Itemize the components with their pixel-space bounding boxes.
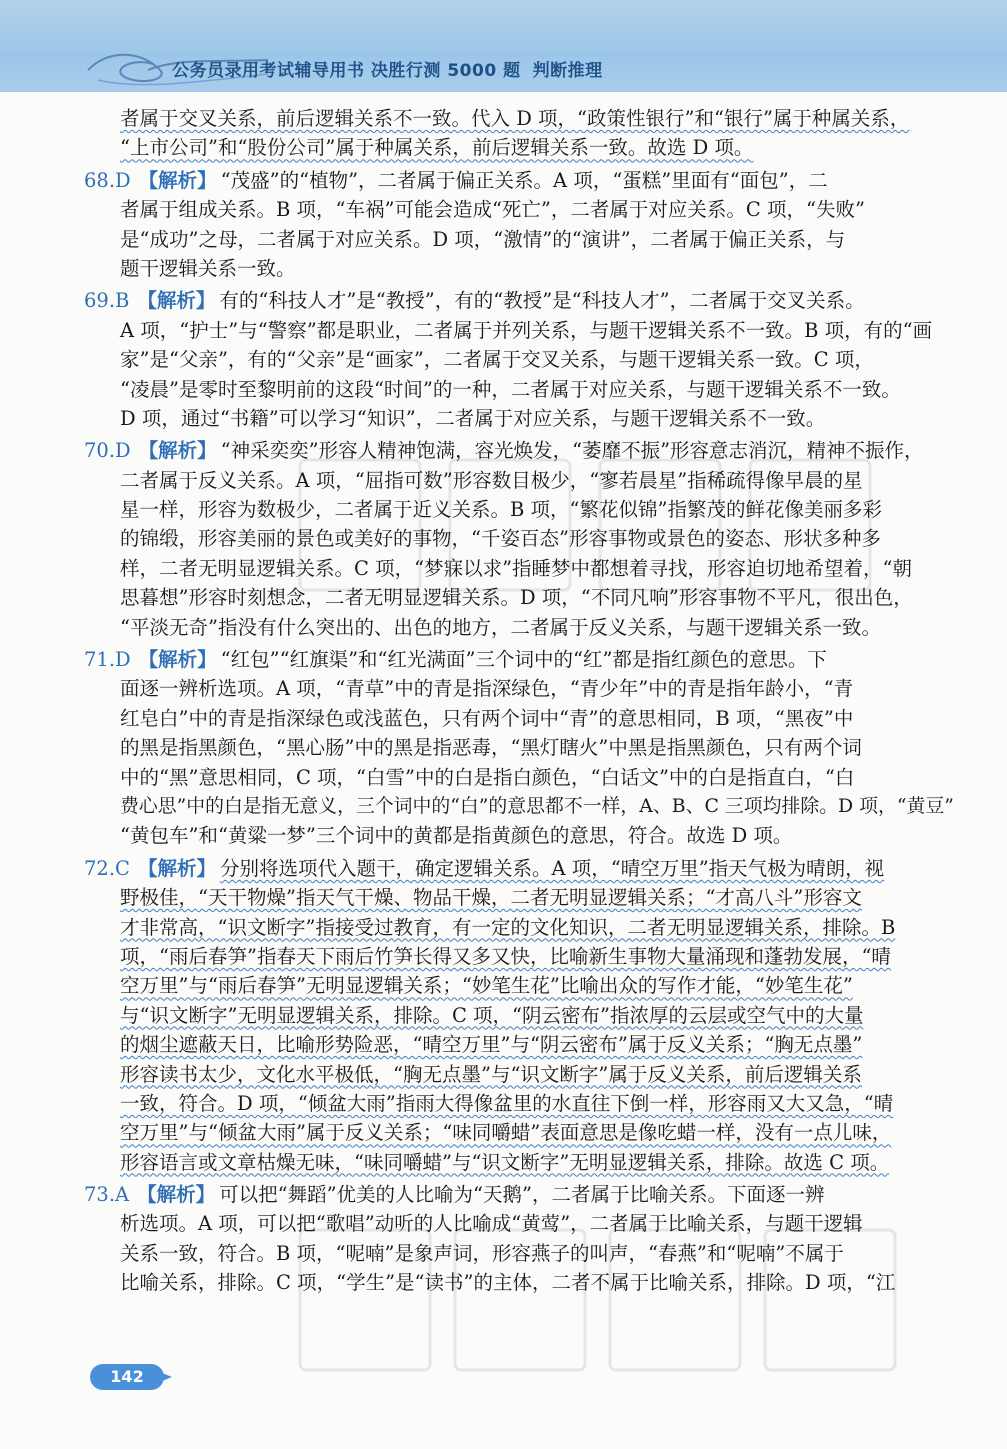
analysis-tag: 【解析】 — [138, 439, 217, 463]
text-line: “凌晨”是零时至黎明前的这段“时间”的一种，二者属于对应关系，与题干逻辑关系不一致。 — [120, 377, 901, 401]
book-title: 公务员录用考试辅导用书 决胜行测 5000 题 — [172, 61, 521, 81]
analysis-tag: 【解析】 — [137, 856, 216, 880]
text-line: 题干逻辑关系一致。 — [120, 256, 296, 280]
text-line: 野极佳，“天干物燥”指天气干燥、物品干燥，二者无明显逻辑关系；“才高八斗”形容文 — [120, 886, 862, 910]
text-line: “上市公司”和“股份公司”属于种属关系，前后逻辑关系一致。故选 D 项。 — [120, 136, 754, 160]
header-title — [172, 56, 603, 81]
text-line: 比喻关系，排除。C 项，“学生”是“读书”的主体，二者不属于比喻关系，排除。D 项，“江 — [120, 1271, 896, 1295]
text-line: 73.A 【解析】 可以把“舞蹈”优美的人比喻为“天鹅”，二者属于比喻关系。下面逐一辨 — [84, 1183, 825, 1207]
text-line: 空万里”与“倾盆大雨”属于反义关系；“味同嚼蜡”表面意思是像吃蜡一样，没有一点儿味， — [120, 1121, 892, 1145]
text-line: 面逐一辨析选项。A 项，“青草”中的青是指深绿色，“青少年”中的青是指年龄小，“青 — [120, 677, 854, 701]
analysis-tag: 【解析】 — [137, 1183, 216, 1207]
text-line: 的黑是指黑颜色，“黑心肠”中的黑是指恶毒，“黑灯瞎火”中黑是指黑颜色，只有两个词 — [120, 736, 862, 760]
answer-70 — [84, 436, 954, 642]
text-line: 71.D 【解析】 “红包”“红旗渠”和“红光满面”三个词中的“红”都是指红颜色的意思。下 — [84, 648, 827, 672]
text-line: 68.D 【解析】 “茂盛”的“植物”，二者属于偏正关系。A 项，“蛋糕”里面有“面包”，二 — [84, 168, 828, 192]
text-line: 析选项。A 项，可以把“歌唱”动听的人比喻成“黄莺”，二者属于比喻关系，与题干逻辑 — [120, 1212, 863, 1236]
question-number: 69.B — [84, 289, 130, 313]
question-number: 68.D — [84, 168, 131, 192]
text-line: 关系一致，符合。B 项，“呢喃”是象声词，形容燕子的叫声，“春燕”和“呢喃”不属于 — [120, 1241, 844, 1265]
answer-72 — [84, 854, 954, 1177]
text-line: A 项，“护士”与“警察”都是职业，二者属于并列关系，与题干逻辑关系不一致。B 项，有的“画 — [120, 318, 933, 342]
question-number: 72.C — [84, 856, 130, 880]
text-line: 形容语言或文章枯燥无味，“味同嚼蜡”与“识文断字”无明显逻辑关系，排除。故选 C 项。 — [120, 1150, 890, 1174]
text-line: 二者属于反义关系。A 项，“屈指可数”形容数目极少，“寥若晨星”指稀疏得像早晨的星 — [120, 468, 863, 492]
text-line: 空万里”与“雨后春笋”无明显逻辑关系；“妙笔生花”比喻出众的写作才能，“妙笔生花” — [120, 974, 853, 998]
text-line: 样，二者无明显逻辑关系。C 项，“梦寐以求”指睡梦中都想着寻找，形容迫切地希望着，“朝 — [120, 556, 913, 580]
text-line: “平淡无奇”指没有什么突出的、出色的地方，二者属于反义关系，与题干逻辑关系一致。 — [120, 615, 881, 639]
text-line: 一致，符合。D 项，“倾盆大雨”指雨大得像盆里的水直往下倒一样，形容雨又大又急，“晴 — [120, 1091, 894, 1115]
analysis-tag: 【解析】 — [138, 168, 217, 192]
continued-explanation — [84, 104, 954, 163]
analysis-tag: 【解析】 — [138, 648, 217, 672]
answer-73 — [84, 1180, 954, 1298]
text-line: 费心思”中的白是指无意义，三个词中的“白”的意思都不一样，A、B、C 三项均排除。D 项，“黄豆” — [120, 794, 954, 817]
text-line: 家”是“父亲”，有的“父亲”是“画家”，二者属于交叉关系，与题干逻辑关系一致。C 项， — [120, 348, 874, 372]
text-line: 红皂白”中的青是指深绿色或浅蓝色，只有两个词中“青”的意思相同，B 项，“黑夜”中 — [120, 706, 854, 730]
text-line: 是“成功”之母，二者属于对应关系。D 项，“激情”的“演讲”，二者属于偏正关系，与 — [120, 227, 846, 251]
text-line: 才非常高，“识文断字”指接受过教育，有一定的文化知识，二者无明显逻辑关系，排除。B — [120, 915, 896, 939]
text-line: 70.D 【解析】 “神采奕奕”形容人精神饱满，容光焕发，“萎靡不振”形容意志消沉，精神不振作， — [84, 439, 924, 463]
text-line: 与“识文断字”无明显逻辑关系，排除。C 项，“阴云密布”指浓厚的云层或空气中的大量 — [120, 1003, 864, 1027]
question-number: 70.D — [84, 439, 131, 463]
text-line: 项，“雨后春笋”指春天下雨后竹笋长得又多又快，比喻新生事物大量涌现和蓬勃发展，“晴 — [120, 944, 891, 968]
answer-content — [84, 104, 954, 1301]
section-title: 判断推理 — [532, 61, 603, 81]
text-line: 中的“黑”意思相同，C 项，“白雪”中的白是指白颜色，“白话文”中的白是指直白，“白 — [120, 765, 855, 789]
text-line: 者属于交叉关系，前后逻辑关系不一致。代入 D 项，“政策性银行”和“银行”属于种属关系， — [120, 107, 910, 130]
question-number: 71.D — [84, 648, 131, 672]
text-line: 的烟尘遮蔽天日，比喻形势险恶，“晴空万里”与“阴云密布”属于反义关系；“胸无点墨” — [120, 1033, 863, 1057]
text-line: “黄包车”和“黄粱一梦”三个词中的黄都是指黄颜色的意思，符合。故选 D 项。 — [120, 824, 793, 848]
question-number: 73.A — [84, 1183, 130, 1207]
text-line: 思暮想”形容时刻想念，二者无明显逻辑关系。D 项，“不同凡响”形容事物不平凡，很出色， — [120, 586, 913, 610]
page-header — [0, 0, 1007, 92]
text-line: D 项，通过“书籍”可以学习“知识”，二者属于对应关系，与题干逻辑关系不一致。 — [120, 406, 826, 430]
analysis-tag: 【解析】 — [137, 289, 216, 313]
answer-68 — [84, 166, 954, 284]
text-line: 星一样，形容为数极少，二者属于近义关系。B 项，“繁花似锦”指繁茂的鲜花像美丽多彩 — [120, 498, 882, 522]
page-number: 142 — [90, 1364, 164, 1390]
text-line: 69.B 【解析】 有的“科技人才”是“教授”，有的“教授”是“科技人才”，二者属于交叉关系。 — [84, 289, 865, 313]
text-line: 者属于组成关系。B 项，“车祸”可能会造成“死亡”，二者属于对应关系。C 项，“失败” — [120, 198, 865, 222]
text-line: 72.C 【解析】 分别将选项代入题干，确定逻辑关系。A 项，“晴空万里”指天气极为晴朗，视 — [84, 856, 885, 880]
text-line: 的锦缎，形容美丽的景色或美好的事物，“千姿百态”形容事物或景色的姿态、形状多种多 — [120, 527, 881, 551]
text-line: 形容读书太少，文化水平极低，“胸无点墨”与“识文断字”属于反义关系，前后逻辑关系 — [120, 1062, 862, 1086]
answer-71 — [84, 645, 954, 851]
answer-69 — [84, 286, 954, 433]
